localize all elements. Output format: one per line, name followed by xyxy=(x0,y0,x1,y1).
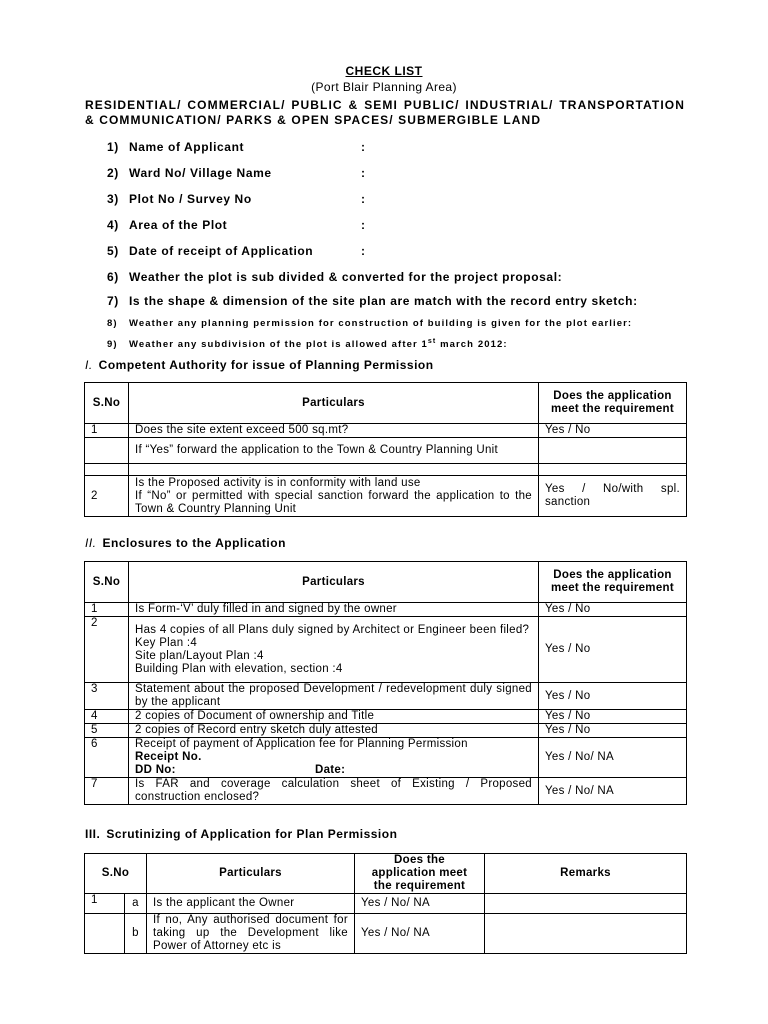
table-header-row: S.No Particulars Does the application meet the requirement Remarks xyxy=(85,854,687,894)
table-header-row xyxy=(85,383,687,424)
table-row: 2 Is the Proposed activity is in conformity with land use If “No” or permitted with special sanction forward the application to the Town & Country Planning Unit Yes / No/with spl. sanction xyxy=(85,476,687,517)
table-row: 7 Is FAR and coverage calculation sheet of Existing / Proposed construction enclosed? Yes / No/ NA xyxy=(85,778,687,805)
question-sub-divided: 6) Weather the plot is sub divided & converted for the project proposal: xyxy=(107,270,563,284)
land-use-heading: RESIDENTIAL/ COMMERCIAL/ PUBLIC & SEMI PUBLIC/ INDUSTRIAL/ TRANSPORTATION & COMMUNICATION/ PARKS & OPEN SPACES/ SUBMERGIBLE LAND xyxy=(85,98,685,127)
header-particulars: Particulars xyxy=(129,383,539,424)
table-row: 5 2 copies of Record entry sketch duly attested Yes / No xyxy=(85,724,687,738)
table-row: 1 Does the site extent exceed 500 sq.mt? Yes / No xyxy=(85,424,687,438)
question-applicant-name: 1) Name of Applicant : xyxy=(107,140,366,154)
question-receipt-date: 5) Date of receipt of Application : xyxy=(107,244,366,258)
question-site-plan-match: 7) Is the shape & dimension of the site plan are match with the record entry sketch: xyxy=(107,294,638,308)
section-3-table xyxy=(84,853,687,954)
section-2-table xyxy=(84,561,687,805)
question-subdivision-allowed: 9) Weather any subdivision of the plot is allowed after 1st march 2012: xyxy=(107,338,508,351)
document-title: CHECK LIST xyxy=(345,64,423,78)
table-row: 1 a Is the applicant the Owner Yes / No/ NA xyxy=(85,894,687,914)
question-plot-no: 3) Plot No / Survey No : xyxy=(107,192,366,206)
table-row: If “Yes” forward the application to the Town & Country Planning Unit xyxy=(85,438,687,464)
table-row: 2 Has 4 copies of all Plans duly signed by Architect or Engineer been filed? Key Plan :4 Site plan/Layout Plan :4 Building Plan with elevation, section :4 Yes / No xyxy=(85,617,687,683)
table-row: 6 Receipt of payment of Application fee for Planning Permission Receipt No. DD No: Date: Yes / No/ NA xyxy=(85,738,687,778)
table-header-row: S.No Particulars Does the application meet the requirement xyxy=(85,562,687,603)
section-1-table xyxy=(84,382,687,517)
section-3-title: III. Scrutinizing of Application for Plan Permission xyxy=(85,827,398,841)
table-row: 3 Statement about the proposed Development / redevelopment duly signed by the applicant Yes / No xyxy=(85,683,687,710)
table-row: 1 Is Form-‘V’ duly filled in and signed by the owner Yes / No xyxy=(85,603,687,617)
table-row: b If no, Any authorised document for taking up the Development like Power of Attorney etc is Yes / No/ NA xyxy=(85,914,687,954)
header-sno: S.No xyxy=(85,383,129,424)
header-meet: Does the application meet the requirement xyxy=(539,383,687,424)
section-2-title: II. Enclosures to the Application xyxy=(85,536,286,550)
section-1-title: I. Competent Authority for issue of Planning Permission xyxy=(85,358,434,372)
question-ward-no: 2) Ward No/ Village Name : xyxy=(107,166,366,180)
table-row xyxy=(85,464,687,476)
document-subtitle: (Port Blair Planning Area) xyxy=(311,80,457,94)
question-plot-area: 4) Area of the Plot : xyxy=(107,218,366,232)
question-prior-permission: 8) Weather any planning permission for construction of building is given for the plot earlier: xyxy=(107,318,633,329)
table-row: 4 2 copies of Document of ownership and Title Yes / No xyxy=(85,710,687,724)
